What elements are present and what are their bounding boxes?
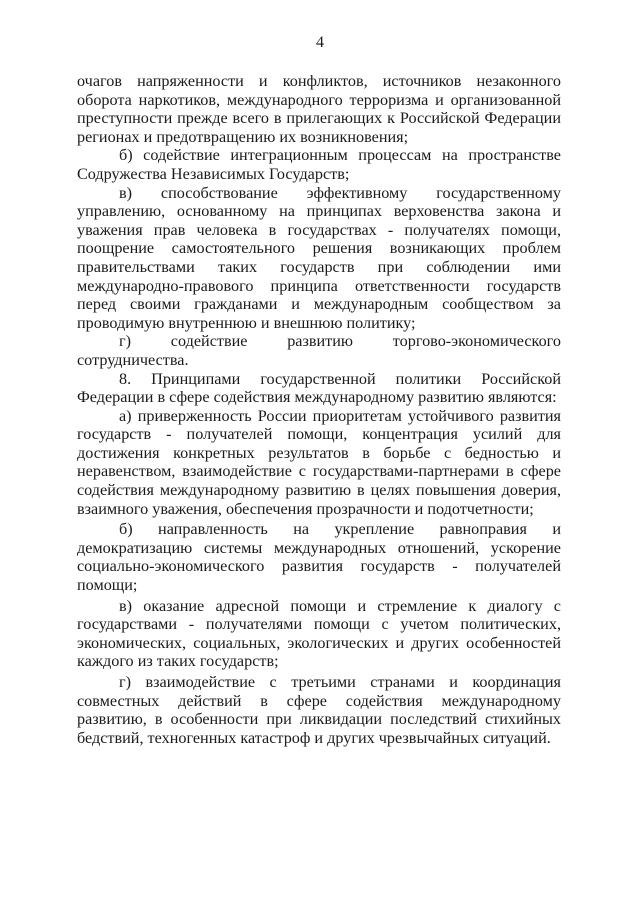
- document-text-body: [77, 72, 561, 747]
- paragraph-item-v-governance: в) способствование эффективному государственному управлению, основанному на принципах верховенства закона и уважения прав человека в государствах - получателях помощи, поощрение самостоятельного решения возникающих проблем правительствами таких государств при соблюдении ими международно-правового принципа ответственности государств перед своими гражданами и международным сообществом за проводимую внутреннюю и внешнюю политику;: [77, 183, 561, 332]
- paragraph-section-8-principles: 8. Принципами государственной политики Российской Федерации в сфере содействия международному развитию являются:: [77, 369, 561, 407]
- paragraph-principle-v-targeted-assistance: в) оказание адресной помощи и стремление к диалогу с государствами - получателями помощи с учетом политических, экономических, социальных, экологических и других особенностей каждого из таких государств;: [77, 596, 561, 671]
- page-number: 4: [316, 34, 324, 51]
- paragraph-continuation: очагов напряженности и конфликтов, источников незаконного оборота наркотиков, международного терроризма и организованной преступности прежде всего в прилегающих к Российской Федерации регионах и предотвращению их возникновения;: [77, 72, 561, 146]
- paragraph-item-g-trade-cooperation: г) содействие развитию торгово-экономического сотрудничества.: [77, 332, 561, 369]
- paragraph-principle-g-third-countries: г) взаимодействие с третьими странами и координация совместных действий в сфере содействия международному развитию, в особенности при ликвидации последствий стихийных бедствий, техногенных катастроф и других чрезвычайных ситуаций.: [77, 673, 561, 747]
- paragraph-principle-a-sustainable-development: а) приверженность России приоритетам устойчивого развития государств - получателей помощи, концентрация усилий для достижения конкретных результатов в борьбе с бедностью и неравенством, взаимодействие с государствами-партнерами в сфере содействия международному развитию в целях повышения доверия, взаимного уважения, обеспечения прозрачности и подотчетности;: [77, 406, 561, 518]
- paragraph-item-b-cis-integration: б) содействие интеграционным процессам на пространстве Содружества Независимых Государств;: [77, 146, 561, 183]
- paragraph-principle-b-equality: б) направленность на укрепление равноправия и демократизацию системы международных отношений, ускорение социально-экономического развития государств - получателей помощи;: [77, 520, 561, 595]
